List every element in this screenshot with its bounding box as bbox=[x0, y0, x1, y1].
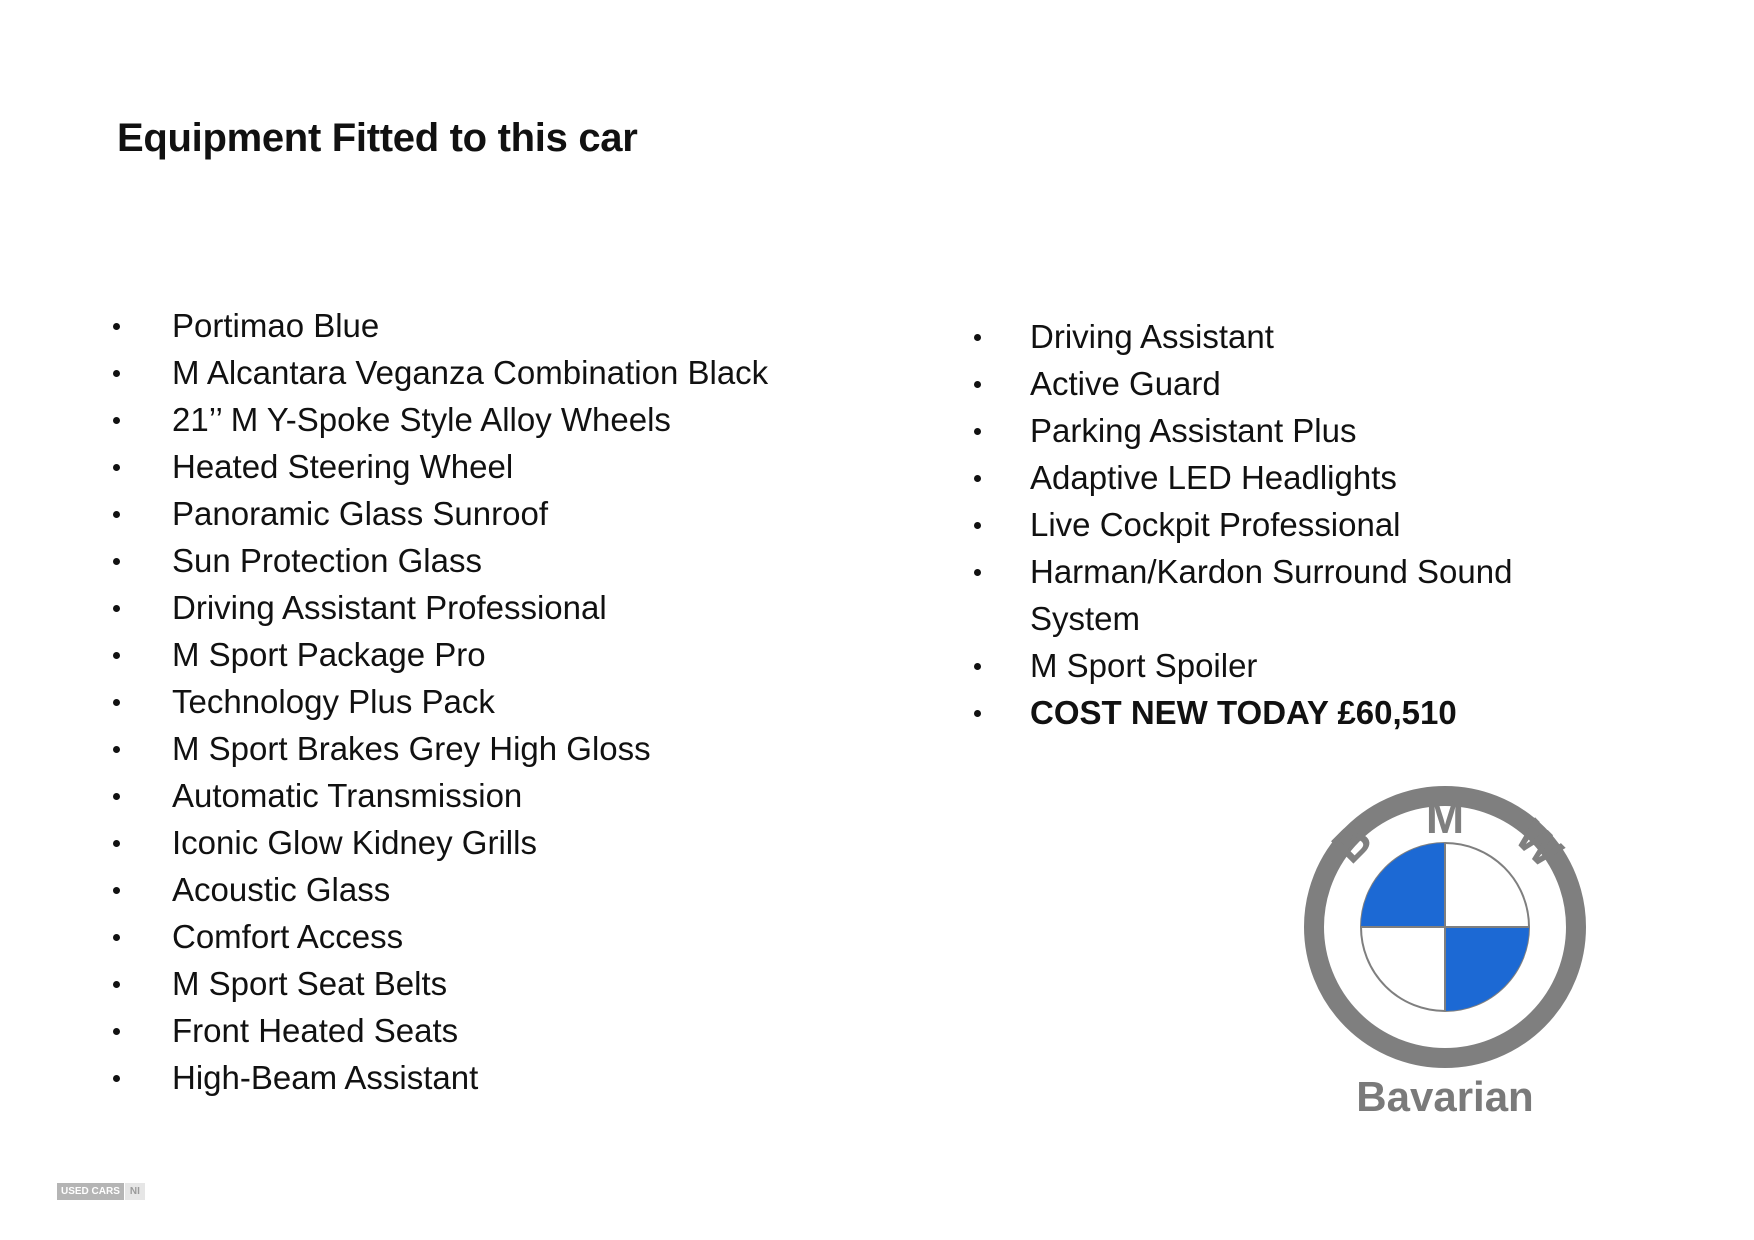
list-item bbox=[0, 1054, 768, 1101]
cost-new-label: COST NEW TODAY £60,510 bbox=[1030, 694, 1457, 731]
dealer-name: Bavarian bbox=[1356, 1073, 1534, 1120]
list-item bbox=[0, 866, 768, 913]
badge-suffix: NI bbox=[125, 1183, 145, 1200]
bullet-icon bbox=[113, 1075, 120, 1082]
list-item bbox=[0, 772, 768, 819]
bullet-icon bbox=[113, 840, 120, 847]
bullet-icon bbox=[974, 522, 981, 529]
list-item-label: M Sport Package Pro bbox=[172, 636, 486, 673]
bullet-icon bbox=[974, 569, 981, 576]
list-item bbox=[0, 1007, 768, 1054]
list-item-label: Driving Assistant bbox=[1030, 318, 1274, 355]
list-item-label: Panoramic Glass Sunroof bbox=[172, 495, 549, 532]
list-item-label: High-Beam Assistant bbox=[172, 1059, 479, 1096]
bullet-icon bbox=[113, 887, 120, 894]
list-item-label: Acoustic Glass bbox=[172, 871, 391, 908]
list-item-label: M Sport Brakes Grey High Gloss bbox=[172, 730, 651, 767]
bmw-logo bbox=[1300, 782, 1590, 1072]
bullet-icon bbox=[113, 934, 120, 941]
logo-letter: W bbox=[1505, 809, 1574, 878]
badge-text: USED CARS bbox=[57, 1183, 124, 1200]
list-item bbox=[0, 819, 768, 866]
list-item-label: 21’’ M Y-Spoke Style Alloy Wheels bbox=[172, 401, 671, 438]
cost-new-item bbox=[0, 689, 1550, 736]
bullet-icon bbox=[113, 793, 120, 800]
bullet-icon bbox=[974, 428, 981, 435]
list-item-label: M Sport Seat Belts bbox=[172, 965, 448, 1002]
list-item bbox=[0, 454, 1550, 501]
list-item-label: Parking Assistant Plus bbox=[1030, 412, 1357, 449]
list-item bbox=[0, 960, 768, 1007]
page-title: Equipment Fitted to this car bbox=[117, 116, 638, 160]
bullet-icon bbox=[113, 981, 120, 988]
list-item bbox=[0, 642, 1550, 689]
list-item-label: Front Heated Seats bbox=[172, 1012, 459, 1049]
list-item bbox=[0, 313, 1550, 360]
equipment-list-right bbox=[0, 313, 1550, 736]
list-item-label: Heated Steering Wheel bbox=[172, 448, 514, 485]
list-item-label: Adaptive LED Headlights bbox=[1030, 459, 1397, 496]
bullet-icon bbox=[113, 746, 120, 753]
list-item-label: Technology Plus Pack bbox=[172, 683, 495, 720]
bullet-icon bbox=[113, 1028, 120, 1035]
list-item-label: Sun Protection Glass bbox=[172, 542, 482, 579]
logo-letter: B bbox=[1321, 812, 1382, 873]
used-cars-badge[interactable] bbox=[57, 1183, 145, 1200]
bullet-icon bbox=[974, 334, 981, 341]
list-item-label: Live Cockpit Professional bbox=[1030, 506, 1401, 543]
logo-quadrant-blue bbox=[1445, 927, 1529, 1011]
bullet-icon bbox=[974, 381, 981, 388]
list-item-label: M Sport Spoiler bbox=[1030, 647, 1258, 684]
list-item bbox=[0, 360, 1550, 407]
list-item-label: M Alcantara Veganza Combination Black bbox=[172, 354, 769, 391]
list-item-label: Active Guard bbox=[1030, 365, 1221, 402]
list-item-label: Iconic Glow Kidney Grills bbox=[172, 824, 537, 861]
list-item bbox=[0, 501, 1550, 548]
bullet-icon bbox=[974, 663, 981, 670]
list-item bbox=[0, 548, 1550, 642]
list-item-label: Driving Assistant Professional bbox=[172, 589, 607, 626]
bullet-icon bbox=[974, 710, 981, 717]
list-item-label: Comfort Access bbox=[172, 918, 404, 955]
bullet-icon bbox=[974, 475, 981, 482]
list-item bbox=[0, 407, 1550, 454]
list-item bbox=[0, 913, 768, 960]
list-item-label: Harman/Kardon Surround Sound System bbox=[1030, 553, 1513, 637]
list-item-label: Portimao Blue bbox=[172, 307, 380, 344]
list-item-label: Automatic Transmission bbox=[172, 777, 523, 814]
bmw-roundel-icon bbox=[1300, 782, 1590, 1072]
logo-letter: M bbox=[1425, 791, 1465, 843]
